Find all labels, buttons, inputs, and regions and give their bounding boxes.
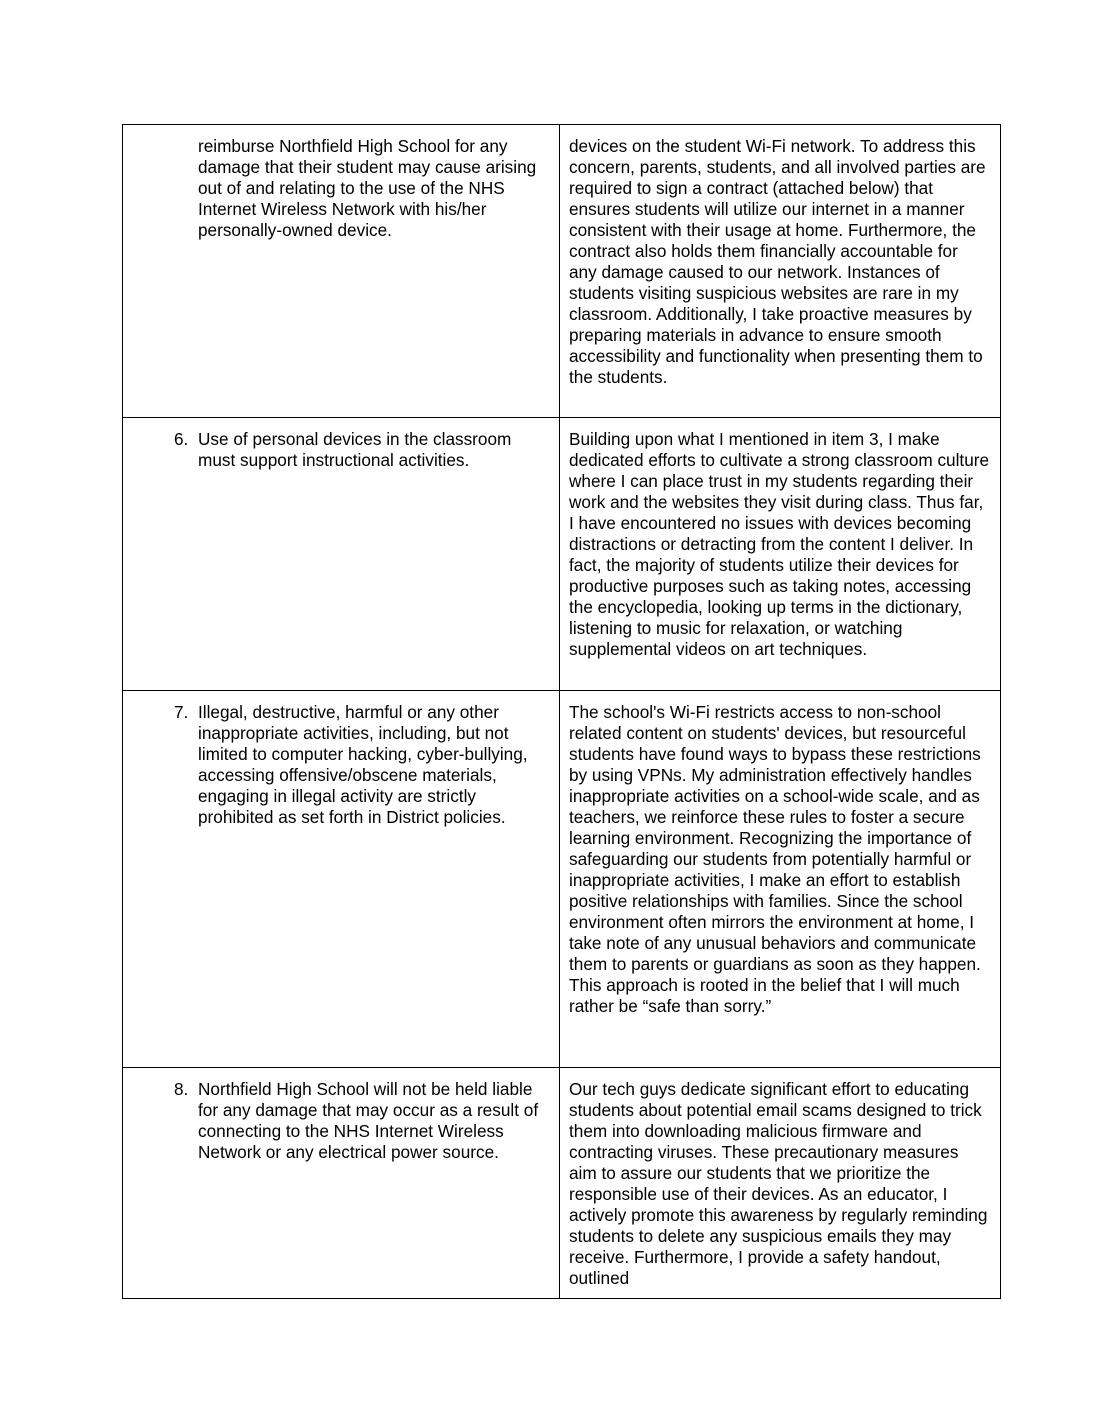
response-cell	[560, 691, 1001, 1068]
response-text: Building upon what I mentioned in item 3, I make dedicated efforts to cultivate a strong classroom culture where I can place trust in my students regarding their work and the websites they visit during class. Thus far, I have encountered no issues with devices becoming distractions or detracting from the content I deliver. In fact, the majority of students utilize their devices for productive purposes such as taking notes, accessing the encyclopedia, looking up terms in the dictionary, listening to music for relaxation, or watching supplemental videos on art techniques.	[569, 429, 990, 659]
policy-text: reimburse Northfield High School for any damage that their student may cause arising out of and relating to the use of the NHS Internet Wireless Network with his/her personally-owned device.	[198, 136, 537, 240]
policy-cell	[123, 691, 560, 1068]
table-row	[123, 125, 1001, 418]
table-row	[123, 691, 1001, 1068]
item-number: 8.	[174, 1079, 189, 1099]
response-cell	[560, 125, 1001, 418]
policy-response-table	[122, 124, 1001, 1299]
response-text: devices on the student Wi-Fi network. To address this concern, parents, students, and all involved parties are required to sign a contract (attached below) that ensures students will utilize our internet in a manner consistent with their usage at home. Furthermore, the contract also holds them financially accountable for any damage caused to our network. Instances of students visiting suspicious websites are rare in my classroom. Additionally, I take proactive measures by preparing materials in advance to ensure smooth accessibility and functionality when presenting them to the students.	[569, 136, 986, 387]
response-cell	[560, 418, 1001, 691]
table-row	[123, 418, 1001, 691]
response-text: The school's Wi-Fi restricts access to non-school related content on students' devices, but resourceful students have found ways to bypass these restrictions by using VPNs. My administration effectively handles inappropriate activities on a school-wide scale, and as teachers, we reinforce these rules to foster a secure learning environment. Recognizing the importance of safeguarding our students from potentially harmful or inappropriate activities, I make an effort to establish positive relationships with families. Since the school environment often mirrors the environment at home, I take note of any unusual behaviors and communicate them to parents or guardians as soon as they happen. This approach is rooted in the belief that I will much rather be “safe than sorry.”	[569, 702, 981, 1016]
policy-text: Illegal, destructive, harmful or any other inappropriate activities, including, but not limited to computer hacking, cyber-bullying, accessing offensive/obscene materials, engaging in illegal activity are strictly prohibited as set forth in District policies.	[198, 702, 528, 827]
policy-cell	[123, 1068, 560, 1299]
item-number	[123, 136, 198, 157]
policy-text: Northfield High School will not be held liable for any damage that may occur as a result of connecting to the NHS Internet Wireless Network or any electrical power source.	[198, 1079, 539, 1162]
policy-item	[123, 1079, 551, 1163]
policy-cell	[123, 125, 560, 418]
policy-cell	[123, 418, 560, 691]
response-text: Our tech guys dedicate significant effort to educating students about potential email scams designed to trick them into downloading malicious firmware and contracting viruses. These precautionary measures aim to assure our students that we prioritize the responsible use of their devices. As an educator, I actively promote this awareness by regularly reminding students to delete any suspicious emails they may receive. Furthermore, I provide a safety handout, outlined	[569, 1079, 988, 1288]
table-row	[123, 1068, 1001, 1299]
item-number: 6.	[174, 429, 189, 449]
policy-item	[123, 136, 551, 241]
response-cell	[560, 1068, 1001, 1299]
policy-text: Use of personal devices in the classroom must support instructional activities.	[198, 429, 512, 470]
item-number: 7.	[174, 702, 189, 722]
policy-item	[123, 429, 551, 471]
policy-item	[123, 702, 551, 828]
